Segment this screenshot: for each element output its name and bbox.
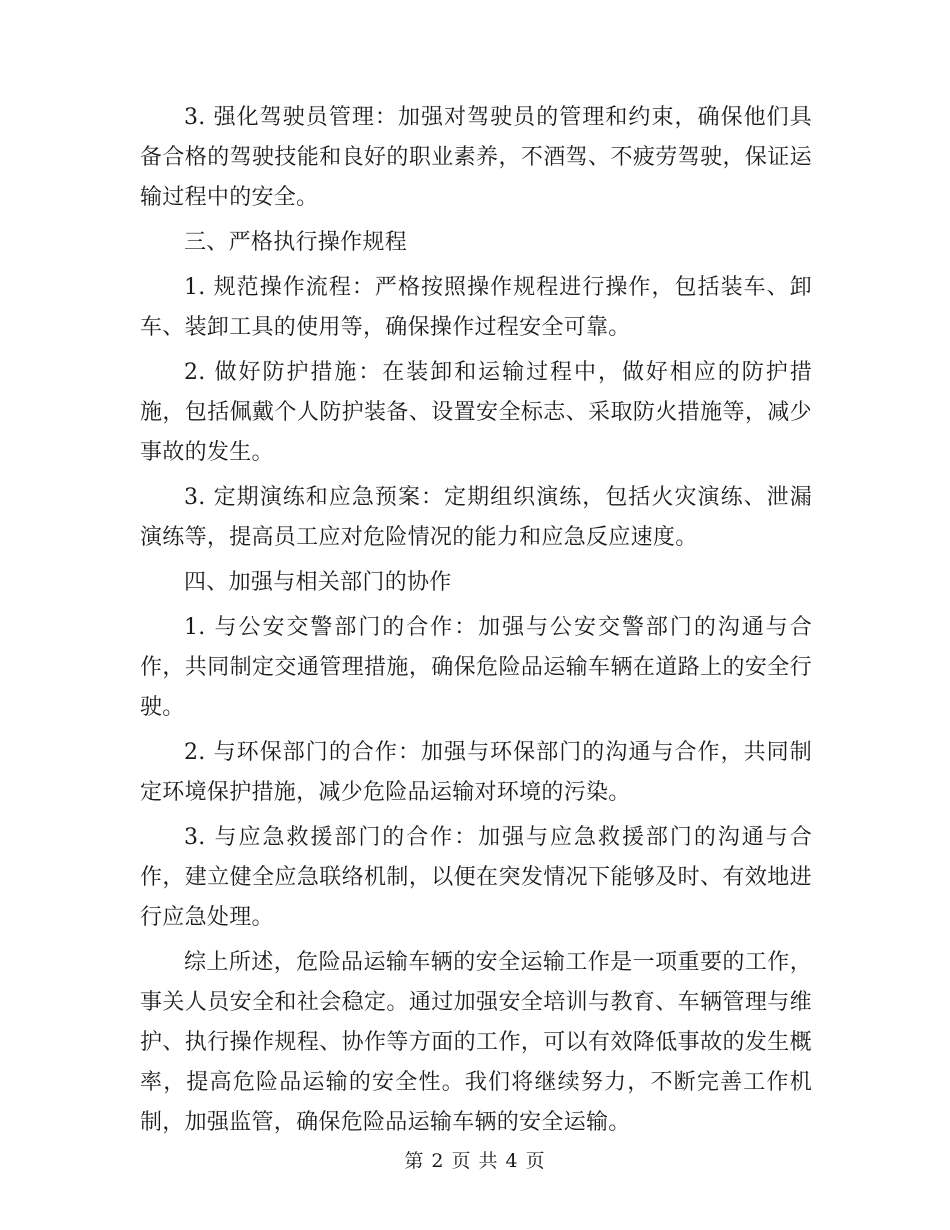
section-heading-operating-procedures: 三、严格执行操作规程	[184, 230, 408, 255]
page-number-label: 第 2 页 共 4 页	[404, 1150, 546, 1172]
paragraph-protective-measures: 2. 做好防护措施：在装卸和运输过程中，做好相应的防护措施，包括佩戴个人防护装备、设置安全标志、采取防火措施等，减少事故的发生。	[140, 360, 812, 465]
document-body	[140, 98, 812, 1148]
paragraph-traffic-police-cooperation: 1. 与公安交警部门的合作：加强与公安交警部门的沟通与合作，共同制定交通管理措施，确保危险品运输车辆在道路上的安全行驶。	[140, 615, 812, 720]
paragraph-driver-management: 3. 强化驾驶员管理：加强对驾驶员的管理和约束，确保他们具备合格的驾驶技能和良好的职业素养，不酒驾、不疲劳驾驶，保证运输过程中的安全。	[140, 105, 812, 210]
paragraph-emergency-rescue-cooperation: 3. 与应急救援部门的合作：加强与应急救援部门的沟通与合作，建立健全应急联络机制，以便在突发情况下能够及时、有效地进行应急处理。	[140, 825, 812, 930]
paragraph-conclusion: 综上所述，危险品运输车辆的安全运输工作是一项重要的工作，事关人员安全和社会稳定。通过加强安全培训与教育、车辆管理与维护、执行操作规程、协作等方面的工作，可以有效降低事故的发生概率，提高危险品运输的安全性。我们将继续努力，不断完善工作机制，加强监管，确保危险品运输车辆的安全运输。	[140, 950, 812, 1135]
paragraph-operation-process: 1. 规范操作流程：严格按照操作规程进行操作，包括装车、卸车、装卸工具的使用等，确保操作过程安全可靠。	[140, 275, 812, 340]
page-footer	[0, 1146, 950, 1173]
paragraph-environmental-cooperation: 2. 与环保部门的合作：加强与环保部门的沟通与合作，共同制定环境保护措施，减少危险品运输对环境的污染。	[140, 740, 812, 805]
paragraph-drills-emergency-plans: 3. 定期演练和应急预案：定期组织演练，包括火灾演练、泄漏演练等，提高员工应对危险情况的能力和应急反应速度。	[140, 485, 812, 550]
section-heading-department-cooperation: 四、加强与相关部门的协作	[184, 570, 452, 595]
